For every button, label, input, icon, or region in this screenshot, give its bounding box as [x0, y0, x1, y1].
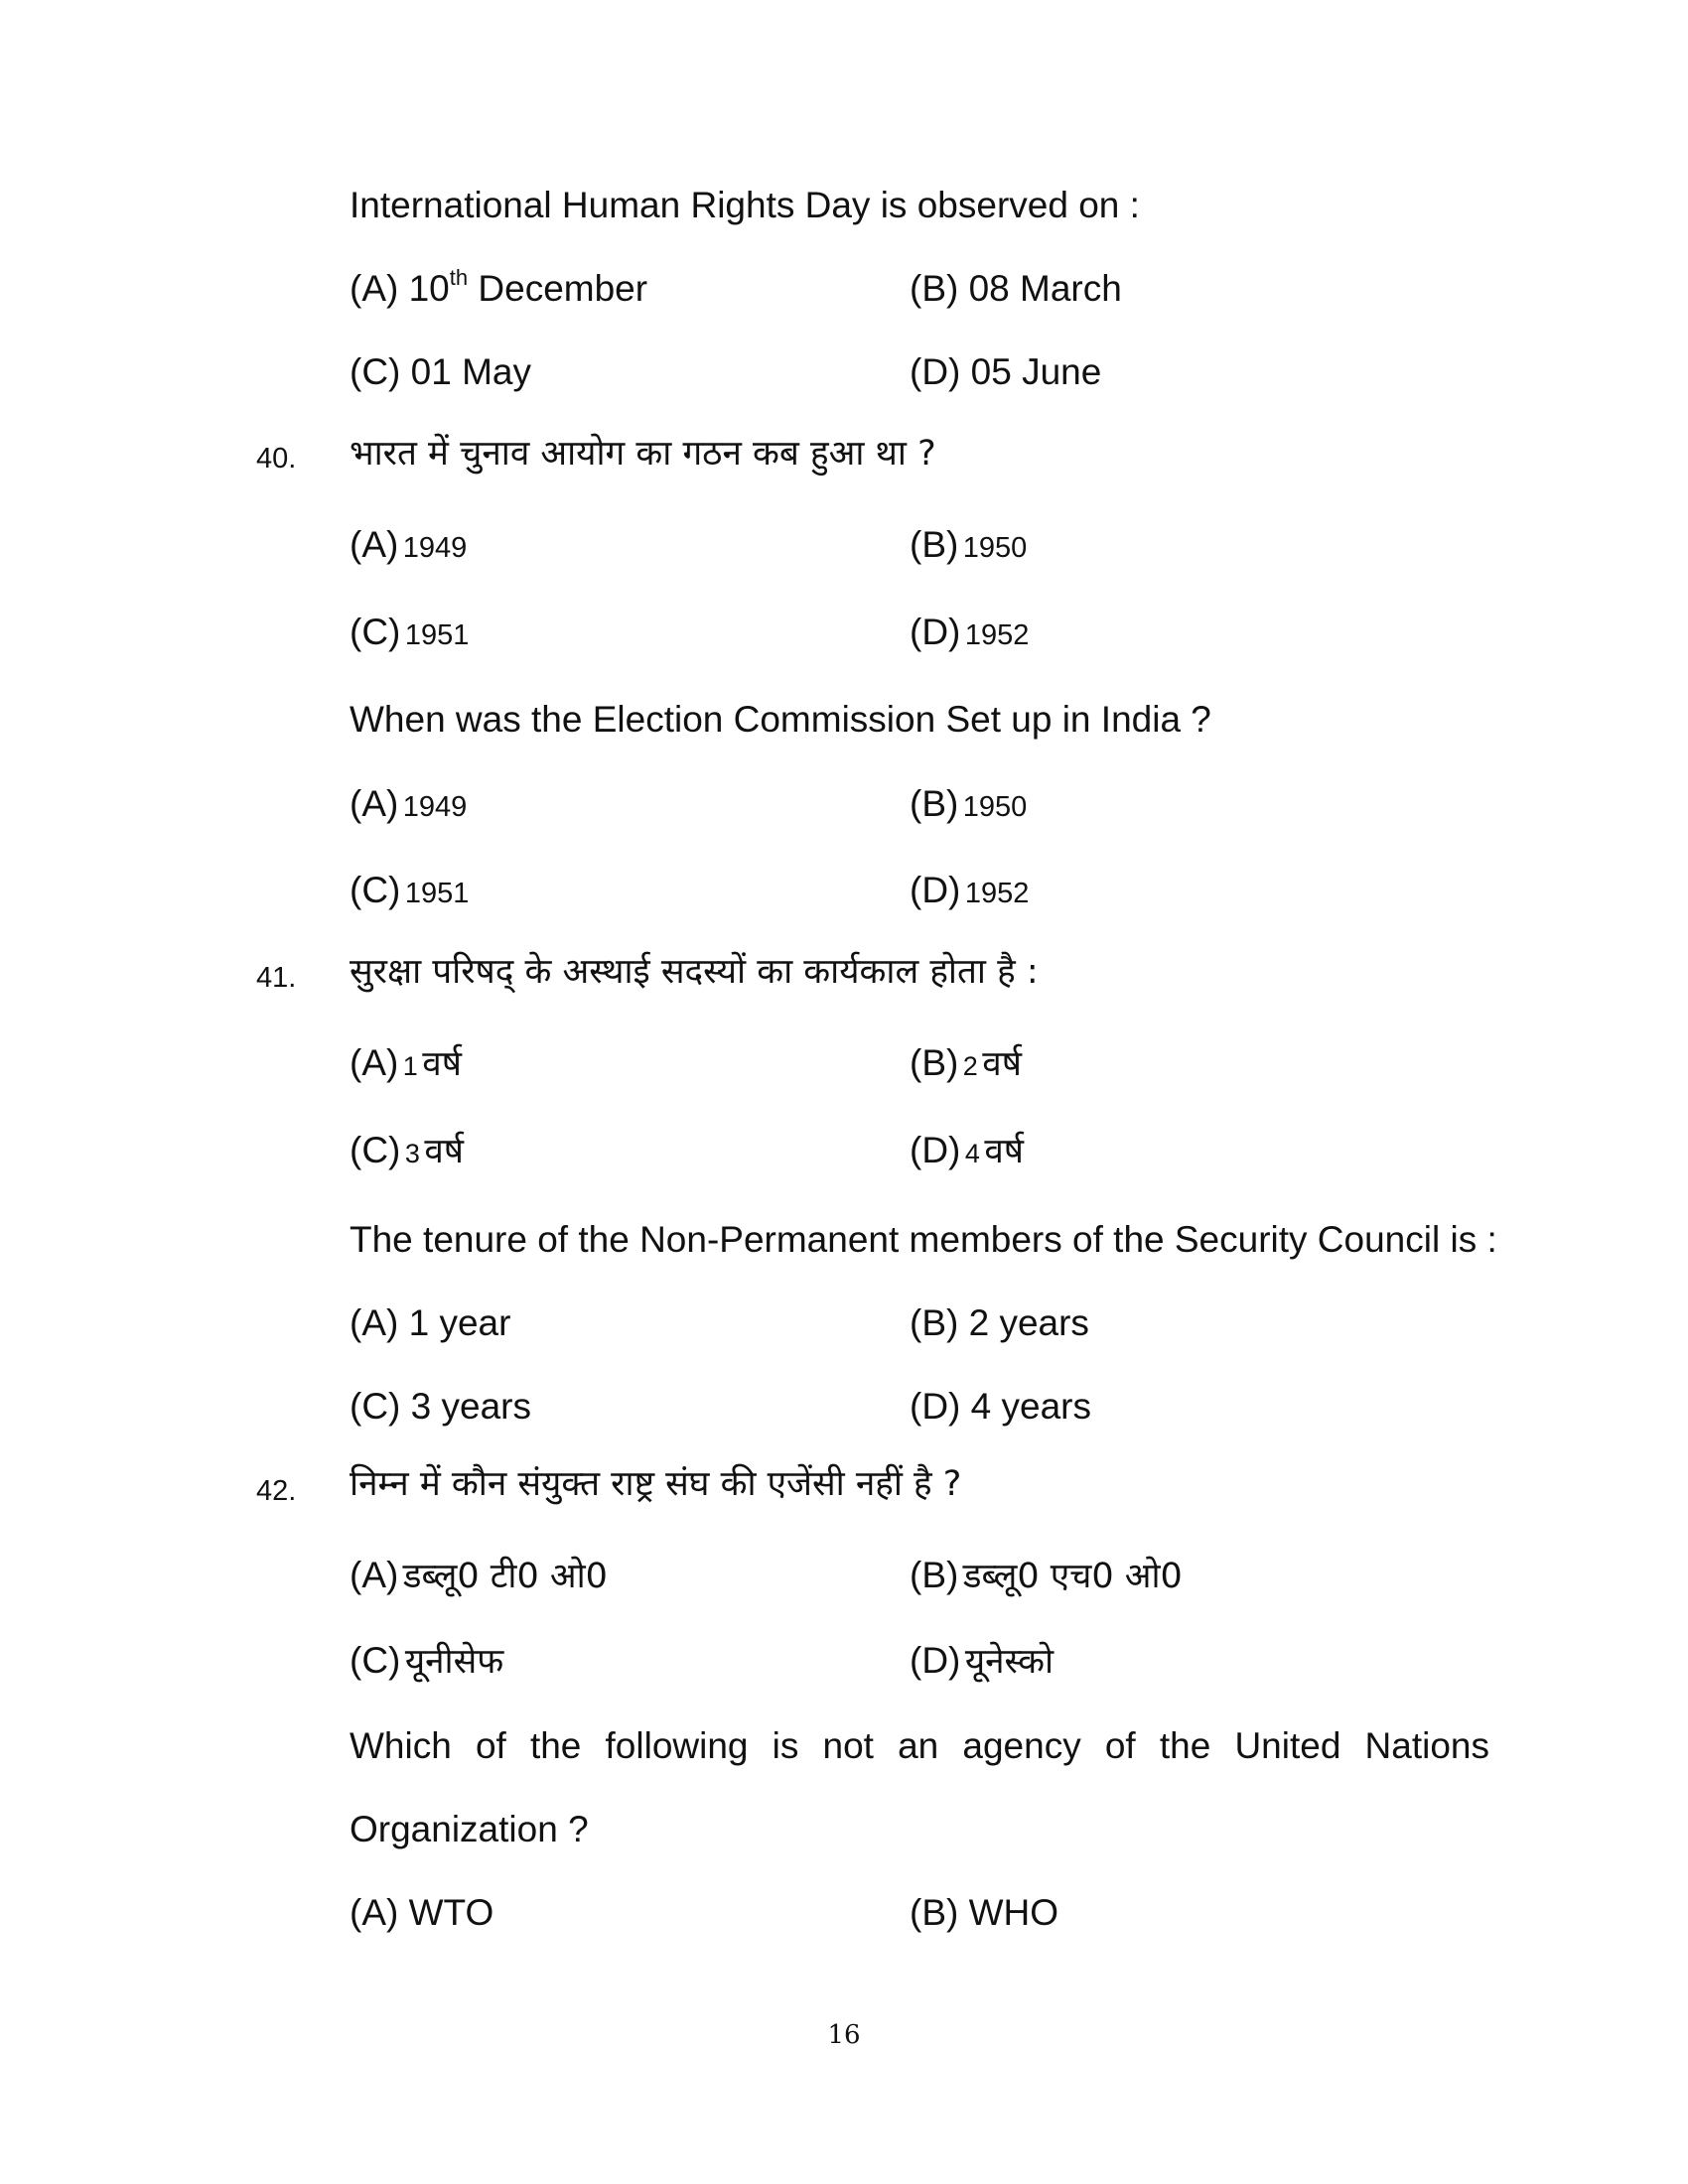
q40-en-option-d-value: 1952	[964, 878, 1030, 909]
q39-option-a	[350, 265, 648, 309]
q40-en-option-d	[910, 872, 1029, 908]
q40-en-option-b-letter: (B)	[910, 783, 959, 824]
q42-hi-option-a-letter: (A)	[350, 1555, 399, 1595]
q39-option-a-month: December	[478, 268, 648, 309]
q40-en-option-c-value: 1951	[404, 878, 470, 909]
q42-en-option-a: (A) WTO	[350, 1892, 494, 1933]
q40-en-option-a	[350, 785, 467, 822]
q41-question-hi: सुरक्षा परिषद् के अस्थाई सदस्यों का कार्यकाल होता है :	[350, 952, 1039, 992]
q41-en-option-d: (D) 4 years	[910, 1386, 1091, 1427]
q42-hi-option-b-value: डब्लू0 एच0 ओ0	[962, 1557, 1183, 1596]
q39-option-d: (D) 05 June	[910, 351, 1102, 392]
page-number: 16	[827, 2020, 861, 2050]
q40-en-option-d-letter: (D)	[910, 870, 961, 910]
q41-hi-option-a-letter: (A)	[350, 1042, 399, 1083]
q40-en-option-a-value: 1949	[402, 791, 468, 823]
q40-hi-option-a-value: 1949	[402, 532, 468, 564]
q42-hi-option-c-letter: (C)	[350, 1640, 401, 1681]
q40-en-option-b-value: 1950	[962, 791, 1028, 823]
q39-option-a-suffix: th	[449, 265, 469, 290]
q40-hi-option-d-letter: (D)	[910, 612, 961, 652]
q42-hi-option-a	[350, 1557, 608, 1594]
q42-hi-option-d-letter: (D)	[910, 1640, 961, 1681]
q42-hi-option-a-value: डब्लू0 टी0 ओ0	[402, 1557, 608, 1596]
q42-question-en-line2: Organization ?	[350, 1809, 589, 1849]
q42-en-option-b: (B) WHO	[910, 1892, 1059, 1933]
q39-option-a-letter: (A)	[350, 268, 399, 309]
q40-hi-option-d	[910, 614, 1029, 650]
q41-hi-option-b-num: 2	[962, 1051, 978, 1081]
q41-question-en: The tenure of the Non-Permanent members of the Security Council is :	[350, 1219, 1497, 1260]
q41-hi-option-d-letter: (D)	[910, 1130, 961, 1170]
q42-hi-option-c-value: यूनीसेफ	[404, 1642, 504, 1682]
q40-question-hi: भारत में चुनाव आयोग का गठन कब हुआ था ?	[350, 434, 936, 474]
q39-option-b: (B) 08 March	[910, 268, 1122, 309]
q40-hi-option-c-letter: (C)	[350, 612, 401, 652]
q40-hi-option-a	[350, 526, 467, 563]
q41-hi-option-c-num: 3	[404, 1139, 420, 1168]
q42-question-hi: निम्न में कौन संयुक्त राष्ट्र संघ की एजेंसी नहीं है ?	[350, 1464, 962, 1504]
q41-hi-option-d-num: 4	[964, 1139, 980, 1168]
q42-hi-option-d-value: यूनेस्को	[964, 1642, 1055, 1682]
q39-option-a-number: 10	[408, 268, 450, 309]
q40-hi-option-b-value: 1950	[962, 532, 1028, 564]
q39-option-c: (C) 01 May	[350, 351, 531, 392]
q42-hi-option-c	[350, 1642, 503, 1680]
q40-hi-option-b	[910, 526, 1027, 563]
q40-number: 40.	[256, 443, 297, 475]
q41-hi-option-c-word: वर्ष	[424, 1132, 465, 1171]
q42-hi-option-b-letter: (B)	[910, 1555, 959, 1595]
q39-question-en: International Human Rights Day is observed on :	[350, 185, 1140, 225]
q41-hi-option-b	[910, 1044, 1022, 1082]
q40-hi-option-c	[350, 614, 469, 650]
q41-hi-option-d-word: वर्ष	[984, 1132, 1025, 1171]
q41-hi-option-d	[910, 1132, 1024, 1169]
q41-hi-option-b-letter: (B)	[910, 1042, 959, 1083]
q40-hi-option-b-letter: (B)	[910, 524, 959, 565]
q41-hi-option-a-num: 1	[402, 1051, 418, 1081]
q42-number: 42.	[256, 1475, 297, 1507]
q40-en-option-b	[910, 785, 1027, 822]
q41-en-option-b: (B) 2 years	[910, 1302, 1089, 1343]
q42-question-en-line1: Which of the following is not an agency of the United Nations	[350, 1725, 1489, 1766]
q40-hi-option-a-letter: (A)	[350, 524, 399, 565]
q41-hi-option-c-letter: (C)	[350, 1130, 401, 1170]
q40-en-option-c	[350, 872, 469, 908]
q40-en-option-c-letter: (C)	[350, 870, 401, 910]
q40-en-option-a-letter: (A)	[350, 783, 399, 824]
q41-hi-option-b-word: वर्ष	[982, 1044, 1022, 1084]
q40-hi-option-c-value: 1951	[404, 619, 470, 651]
q42-hi-option-d	[910, 1642, 1054, 1680]
q41-en-option-c: (C) 3 years	[350, 1386, 531, 1427]
q41-hi-option-c	[350, 1132, 464, 1169]
q42-hi-option-b	[910, 1557, 1183, 1594]
q41-hi-option-a-word: वर्ष	[422, 1044, 462, 1084]
q40-question-en: When was the Election Commission Set up in India ?	[350, 699, 1211, 740]
q41-number: 41.	[256, 962, 297, 994]
q41-hi-option-a	[350, 1044, 462, 1082]
q40-hi-option-d-value: 1952	[964, 619, 1030, 651]
q41-en-option-a: (A) 1 year	[350, 1302, 511, 1343]
